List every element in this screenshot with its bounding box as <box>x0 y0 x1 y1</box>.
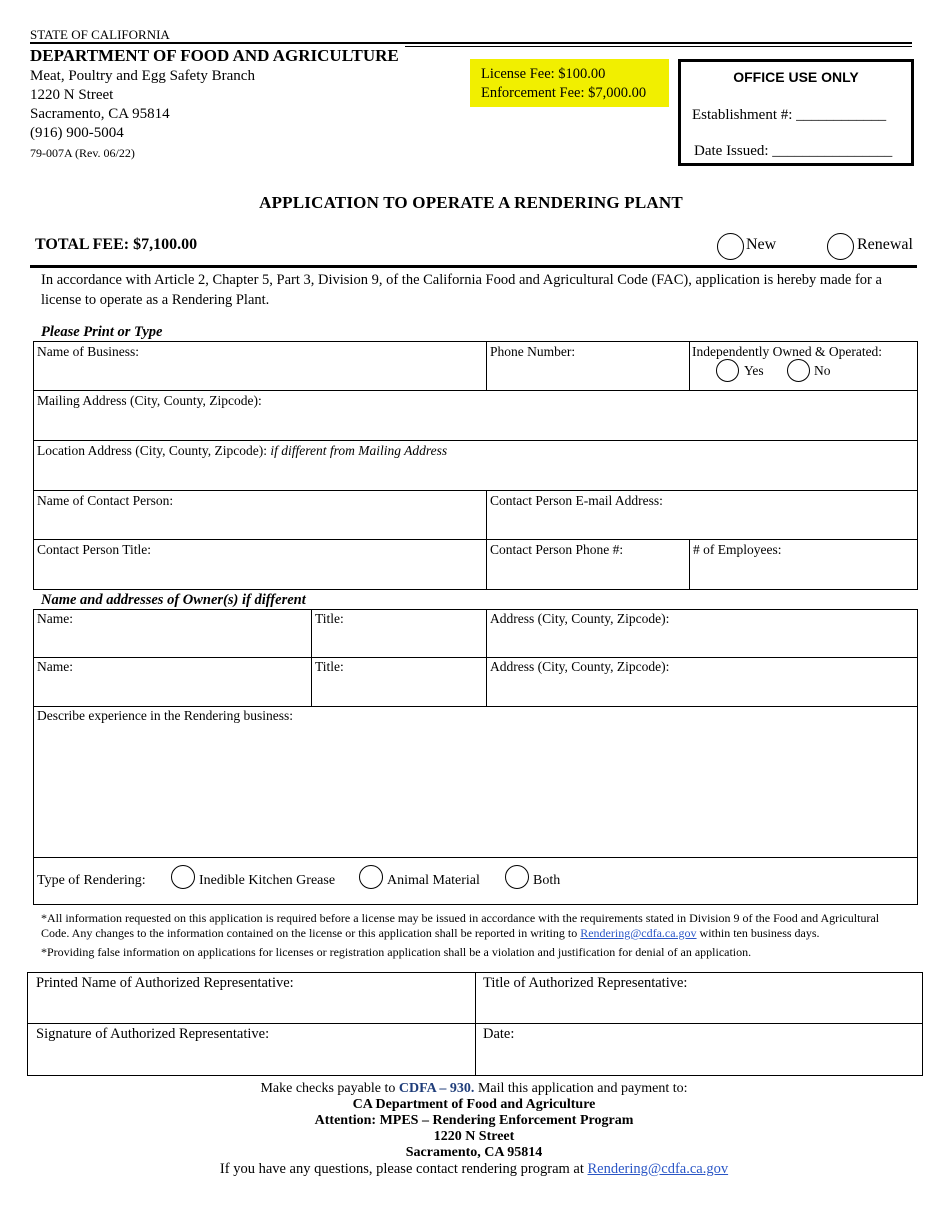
signature-form <box>27 972 923 1076</box>
renewal-label: Renewal <box>857 236 913 253</box>
contact-phone-field[interactable] <box>487 540 689 589</box>
title-rule <box>30 265 917 268</box>
rendering-type-label: Type of Rendering: <box>37 873 146 888</box>
employees-label: # of Employees: <box>693 542 782 557</box>
rep-title-label: Title of Authorized Representative: <box>483 975 688 991</box>
footer <box>0 1081 948 1177</box>
note-false-info: *Providing false information on applications for licenses or registration application shall be a violation and justification for denial of an application. <box>41 945 752 959</box>
header-rule-top <box>30 42 912 44</box>
owner-1-address-field[interactable] <box>487 610 917 657</box>
location-address-note: if different from Mailing Address <box>270 443 448 458</box>
contact-phone-label: Contact Person Phone #: <box>490 542 624 557</box>
owner-2-name-field[interactable] <box>34 658 311 706</box>
signature-field[interactable] <box>28 1024 475 1075</box>
office-use-box <box>678 59 914 166</box>
owners-form <box>33 609 918 905</box>
department-name: DEPARTMENT OF FOOD AND AGRICULTURE <box>30 46 399 65</box>
section-print-or-type: Please Print or Type <box>41 324 163 340</box>
contact-name-field[interactable] <box>34 491 486 539</box>
owner-1-title-field[interactable] <box>312 610 486 657</box>
phone-number-label: Phone Number: <box>490 344 576 359</box>
owner-2-address-field[interactable] <box>487 658 917 706</box>
business-name-field[interactable] <box>34 342 486 390</box>
questions-text: If you have any questions, please contact rendering program at <box>219 1161 588 1177</box>
renewal-radio[interactable] <box>827 233 854 260</box>
note1-text-b: Code. Any changes to the information contained on the license or this application shall be reported in writing to <box>41 926 581 940</box>
note1-line-a: *All information requested on this application is required before a license may be issued in accordance with the requirements stated in Division 9 of the Food and Agricultural <box>41 911 880 925</box>
owner-2-title-field[interactable] <box>312 658 486 706</box>
street-address: 1220 N Street <box>30 87 114 103</box>
both-radio[interactable] <box>505 865 529 889</box>
no-label: No <box>814 363 831 378</box>
establishment-number: Establishment #: ____________ <box>692 107 887 123</box>
signature-label: Signature of Authorized Representative: <box>36 1026 270 1042</box>
intro-paragraph: In accordance with Article 2, Chapter 5, Part 3, Division 9, of the California Food and Agricultural Code (FAC), application is hereby made for a license to operate as a Rendering Plant. <box>41 272 882 308</box>
contact-title-field[interactable] <box>34 540 486 589</box>
contact-email-field[interactable] <box>487 491 917 539</box>
form-number: 79-007A (Rev. 06/22) <box>30 146 135 160</box>
footer-line2: Attention: MPES – Rendering Enforcement Program <box>314 1113 634 1128</box>
location-address-label <box>37 443 447 459</box>
checks-text-c: Mail this application and payment to: <box>474 1081 688 1096</box>
contact-name-label: Name of Contact Person: <box>37 493 174 508</box>
footer-line3: 1220 N Street <box>433 1129 515 1144</box>
yes-label: Yes <box>744 363 764 378</box>
office-use-title: OFFICE USE ONLY <box>733 69 859 85</box>
experience-label: Describe experience in the Rendering business: <box>37 708 294 723</box>
owner-name-label: Name: <box>37 659 73 674</box>
mailing-address-label: Mailing Address (City, County, Zipcode): <box>37 393 262 408</box>
inedible-kitchen-grease-label: Inedible Kitchen Grease <box>199 873 336 888</box>
footer-email-link[interactable]: Rendering@cdfa.ca.gov <box>587 1161 729 1177</box>
printed-name-label: Printed Name of Authorized Representative: <box>36 975 294 991</box>
rep-title-field[interactable] <box>476 973 922 1023</box>
fee-box <box>470 59 669 107</box>
owner-address-label: Address (City, County, Zipcode): <box>490 659 670 674</box>
contact-title-label: Contact Person Title: <box>37 542 152 557</box>
header-rule-bottom <box>405 46 912 47</box>
owner-1-name-field[interactable] <box>34 610 311 657</box>
branch-name: Meat, Poultry and Egg Safety Branch <box>30 68 255 84</box>
both-label: Both <box>533 873 561 888</box>
owner-address-label: Address (City, County, Zipcode): <box>490 611 670 626</box>
footer-line1: CA Department of Food and Agriculture <box>352 1097 596 1112</box>
new-label: New <box>746 236 777 253</box>
location-address-field[interactable] <box>34 441 917 490</box>
enforcement-fee: Enforcement Fee: $7,000.00 <box>481 85 647 101</box>
independent-no-radio[interactable] <box>787 359 810 382</box>
note1-text-c: within ten business days. <box>696 926 820 940</box>
checks-payable <box>0 1081 948 1097</box>
applicant-form <box>33 341 918 590</box>
cdfa-930: CDFA – 930. <box>398 1081 475 1096</box>
owner-title-label: Title: <box>315 611 344 626</box>
city-address: Sacramento, CA 95814 <box>30 106 170 122</box>
independent-label: Independently Owned & Operated: <box>692 344 883 359</box>
animal-material-radio[interactable] <box>359 865 383 889</box>
note1-line-b <box>41 926 921 941</box>
business-name-label: Name of Business: <box>37 344 139 359</box>
footer-questions <box>0 1161 948 1177</box>
inedible-kitchen-grease-radio[interactable] <box>171 865 195 889</box>
phone-number: (916) 900-5004 <box>30 125 124 141</box>
date-label: Date: <box>483 1026 515 1042</box>
experience-field[interactable] <box>34 707 917 857</box>
state-label: STATE OF CALIFORNIA <box>30 27 170 42</box>
section-owners: Name and addresses of Owner(s) if different <box>41 592 306 608</box>
independent-yes-radio[interactable] <box>716 359 739 382</box>
mailing-address-field[interactable] <box>34 391 917 440</box>
page-title: APPLICATION TO OPERATE A RENDERING PLANT <box>259 193 683 212</box>
checks-text-a: Make checks payable to <box>260 1081 399 1096</box>
note-required-info <box>41 911 921 941</box>
owner-name-label: Name: <box>37 611 73 626</box>
note-email-link[interactable]: Rendering@cdfa.ca.gov <box>580 926 697 940</box>
location-address-text: Location Address (City, County, Zipcode): <box>37 443 271 458</box>
date-field[interactable] <box>476 1024 922 1075</box>
license-fee: License Fee: $100.00 <box>481 66 606 82</box>
rendering-type-row <box>34 858 917 904</box>
owner-title-label: Title: <box>315 659 344 674</box>
new-radio[interactable] <box>717 233 744 260</box>
animal-material-label: Animal Material <box>387 873 480 888</box>
footer-line4: Sacramento, CA 95814 <box>405 1145 543 1160</box>
printed-name-field[interactable] <box>28 973 475 1023</box>
independent-cell <box>690 342 917 390</box>
date-issued: Date Issued: ________________ <box>694 143 893 159</box>
employees-field[interactable] <box>690 540 917 589</box>
contact-email-label: Contact Person E-mail Address: <box>490 493 663 508</box>
phone-number-field[interactable] <box>487 342 689 390</box>
total-fee: TOTAL FEE: $7,100.00 <box>35 236 198 253</box>
